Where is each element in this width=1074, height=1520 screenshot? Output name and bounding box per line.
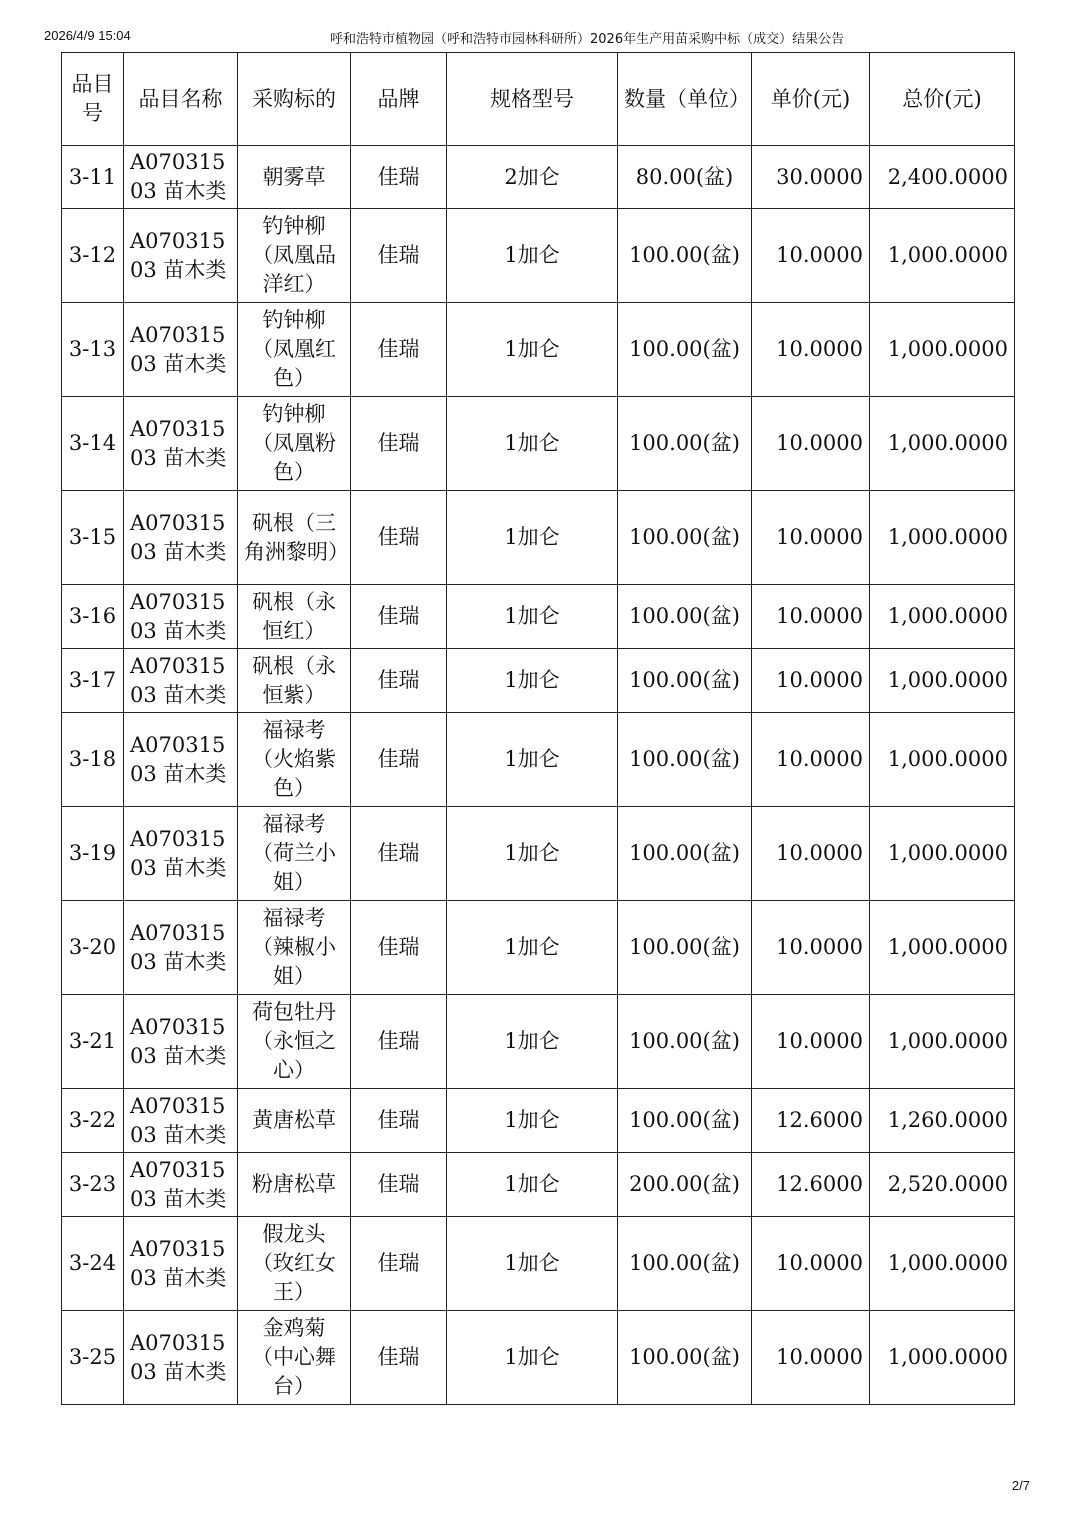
quantity-cell: 100.00(盆): [618, 585, 752, 649]
target-cell: 朝雾草: [238, 146, 351, 209]
item-name-cell: A07031503 苗木类: [124, 491, 238, 585]
unit-price-cell: 10.0000: [752, 1217, 870, 1311]
total-price-cell: 1,000.0000: [870, 585, 1015, 649]
unit-price-cell: 10.0000: [752, 585, 870, 649]
target-cell: 荷包牡丹（永恒之心）: [238, 995, 351, 1089]
brand-cell: 佳瑞: [351, 585, 447, 649]
brand-cell: 佳瑞: [351, 1153, 447, 1217]
target-cell: 矾根（永恒红）: [238, 585, 351, 649]
item-no-cell: 3-18: [62, 713, 124, 807]
item-name-cell: A07031503 苗木类: [124, 995, 238, 1089]
unit-price-cell: 10.0000: [752, 1311, 870, 1405]
unit-price-cell: 10.0000: [752, 901, 870, 995]
spec-cell: 1加仑: [447, 1153, 618, 1217]
item-name-cell: A07031503 苗木类: [124, 146, 238, 209]
target-cell: 矾根（永恒紫）: [238, 649, 351, 713]
brand-cell: 佳瑞: [351, 491, 447, 585]
col-header-total-price: 总价(元): [870, 53, 1015, 146]
target-cell: 黄唐松草: [238, 1089, 351, 1153]
spec-cell: 1加仑: [447, 1311, 618, 1405]
brand-cell: 佳瑞: [351, 209, 447, 303]
quantity-cell: 100.00(盆): [618, 397, 752, 491]
item-name-cell: A07031503 苗木类: [124, 209, 238, 303]
spec-cell: 2加仑: [447, 146, 618, 209]
brand-cell: 佳瑞: [351, 649, 447, 713]
col-header-quantity: 数量（单位）: [618, 53, 752, 146]
table-row: [62, 146, 1015, 209]
total-price-cell: 1,000.0000: [870, 1311, 1015, 1405]
table-row: [62, 995, 1015, 1089]
spec-cell: 1加仑: [447, 209, 618, 303]
table-row: [62, 1153, 1015, 1217]
item-name-cell: A07031503 苗木类: [124, 901, 238, 995]
target-cell: 粉唐松草: [238, 1153, 351, 1217]
brand-cell: 佳瑞: [351, 397, 447, 491]
total-price-cell: 1,260.0000: [870, 1089, 1015, 1153]
item-no-cell: 3-23: [62, 1153, 124, 1217]
item-no-cell: 3-12: [62, 209, 124, 303]
unit-price-cell: 10.0000: [752, 491, 870, 585]
quantity-cell: 100.00(盆): [618, 649, 752, 713]
quantity-cell: 100.00(盆): [618, 807, 752, 901]
col-header-item-no: 品目号: [62, 53, 124, 146]
total-price-cell: 1,000.0000: [870, 901, 1015, 995]
unit-price-cell: 10.0000: [752, 807, 870, 901]
quantity-cell: 100.00(盆): [618, 1311, 752, 1405]
quantity-cell: 100.00(盆): [618, 1089, 752, 1153]
target-cell: 钓钟柳（凤凰品洋红）: [238, 209, 351, 303]
item-name-cell: A07031503 苗木类: [124, 585, 238, 649]
target-cell: 假龙头（玫红女王）: [238, 1217, 351, 1311]
table-row: [62, 713, 1015, 807]
total-price-cell: 1,000.0000: [870, 649, 1015, 713]
item-no-cell: 3-13: [62, 303, 124, 397]
brand-cell: 佳瑞: [351, 146, 447, 209]
total-price-cell: 1,000.0000: [870, 209, 1015, 303]
total-price-cell: 1,000.0000: [870, 1217, 1015, 1311]
target-cell: 钓钟柳（凤凰粉色）: [238, 397, 351, 491]
unit-price-cell: 10.0000: [752, 209, 870, 303]
brand-cell: 佳瑞: [351, 1311, 447, 1405]
total-price-cell: 1,000.0000: [870, 303, 1015, 397]
quantity-cell: 100.00(盆): [618, 995, 752, 1089]
print-datetime: 2026/4/9 15:04: [44, 28, 131, 43]
spec-cell: 1加仑: [447, 995, 618, 1089]
total-price-cell: 1,000.0000: [870, 713, 1015, 807]
quantity-cell: 200.00(盆): [618, 1153, 752, 1217]
item-name-cell: A07031503 苗木类: [124, 1311, 238, 1405]
quantity-cell: 100.00(盆): [618, 713, 752, 807]
table-row: [62, 1089, 1015, 1153]
table-row: [62, 1217, 1015, 1311]
quantity-cell: 80.00(盆): [618, 146, 752, 209]
item-no-cell: 3-25: [62, 1311, 124, 1405]
spec-cell: 1加仑: [447, 713, 618, 807]
unit-price-cell: 10.0000: [752, 713, 870, 807]
table-row: [62, 649, 1015, 713]
col-header-item-name: 品目名称: [124, 53, 238, 146]
quantity-cell: 100.00(盆): [618, 1217, 752, 1311]
table-row: [62, 491, 1015, 585]
unit-price-cell: 10.0000: [752, 995, 870, 1089]
item-name-cell: A07031503 苗木类: [124, 713, 238, 807]
unit-price-cell: 12.6000: [752, 1089, 870, 1153]
target-cell: 福禄考（荷兰小姐）: [238, 807, 351, 901]
col-header-target: 采购标的: [238, 53, 351, 146]
total-price-cell: 1,000.0000: [870, 397, 1015, 491]
item-name-cell: A07031503 苗木类: [124, 1153, 238, 1217]
total-price-cell: 2,520.0000: [870, 1153, 1015, 1217]
col-header-spec: 规格型号: [447, 53, 618, 146]
item-no-cell: 3-20: [62, 901, 124, 995]
spec-cell: 1加仑: [447, 807, 618, 901]
spec-cell: 1加仑: [447, 585, 618, 649]
col-header-unit-price: 单价(元): [752, 53, 870, 146]
spec-cell: 1加仑: [447, 397, 618, 491]
quantity-cell: 100.00(盆): [618, 901, 752, 995]
item-no-cell: 3-22: [62, 1089, 124, 1153]
item-no-cell: 3-15: [62, 491, 124, 585]
target-cell: 钓钟柳（凤凰红色）: [238, 303, 351, 397]
total-price-cell: 1,000.0000: [870, 807, 1015, 901]
brand-cell: 佳瑞: [351, 807, 447, 901]
brand-cell: 佳瑞: [351, 713, 447, 807]
target-cell: 福禄考（辣椒小姐）: [238, 901, 351, 995]
table-header-row: [62, 53, 1015, 146]
brand-cell: 佳瑞: [351, 303, 447, 397]
spec-cell: 1加仑: [447, 649, 618, 713]
table-row: [62, 1311, 1015, 1405]
unit-price-cell: 10.0000: [752, 649, 870, 713]
brand-cell: 佳瑞: [351, 1217, 447, 1311]
quantity-cell: 100.00(盆): [618, 209, 752, 303]
target-cell: 福禄考（火焰紫色）: [238, 713, 351, 807]
brand-cell: 佳瑞: [351, 995, 447, 1089]
spec-cell: 1加仑: [447, 1089, 618, 1153]
table-row: [62, 303, 1015, 397]
table-row: [62, 807, 1015, 901]
page-number: 2/7: [1011, 1478, 1030, 1493]
spec-cell: 1加仑: [447, 901, 618, 995]
item-no-cell: 3-19: [62, 807, 124, 901]
item-no-cell: 3-21: [62, 995, 124, 1089]
item-name-cell: A07031503 苗木类: [124, 397, 238, 491]
spec-cell: 1加仑: [447, 1217, 618, 1311]
item-no-cell: 3-17: [62, 649, 124, 713]
table-row: [62, 585, 1015, 649]
unit-price-cell: 12.6000: [752, 1153, 870, 1217]
item-no-cell: 3-16: [62, 585, 124, 649]
total-price-cell: 1,000.0000: [870, 491, 1015, 585]
item-no-cell: 3-24: [62, 1217, 124, 1311]
procurement-items-table: [61, 52, 1015, 1405]
item-name-cell: A07031503 苗木类: [124, 1089, 238, 1153]
page-title: 呼和浩特市植物园（呼和浩特市园林科研所）2026年生产用苗采购中标（成交）结果公告: [330, 32, 845, 47]
spec-cell: 1加仑: [447, 491, 618, 585]
unit-price-cell: 10.0000: [752, 397, 870, 491]
item-name-cell: A07031503 苗木类: [124, 1217, 238, 1311]
total-price-cell: 2,400.0000: [870, 146, 1015, 209]
brand-cell: 佳瑞: [351, 1089, 447, 1153]
target-cell: 矾根（三角洲黎明）: [238, 491, 351, 585]
quantity-cell: 100.00(盆): [618, 491, 752, 585]
table-row: [62, 209, 1015, 303]
item-no-cell: 3-14: [62, 397, 124, 491]
table-row: [62, 397, 1015, 491]
item-no-cell: 3-11: [62, 146, 124, 209]
item-name-cell: A07031503 苗木类: [124, 303, 238, 397]
unit-price-cell: 10.0000: [752, 303, 870, 397]
brand-cell: 佳瑞: [351, 901, 447, 995]
total-price-cell: 1,000.0000: [870, 995, 1015, 1089]
item-name-cell: A07031503 苗木类: [124, 649, 238, 713]
unit-price-cell: 30.0000: [752, 146, 870, 209]
table-row: [62, 901, 1015, 995]
target-cell: 金鸡菊（中心舞台）: [238, 1311, 351, 1405]
quantity-cell: 100.00(盆): [618, 303, 752, 397]
spec-cell: 1加仑: [447, 303, 618, 397]
col-header-brand: 品牌: [351, 53, 447, 146]
item-name-cell: A07031503 苗木类: [124, 807, 238, 901]
